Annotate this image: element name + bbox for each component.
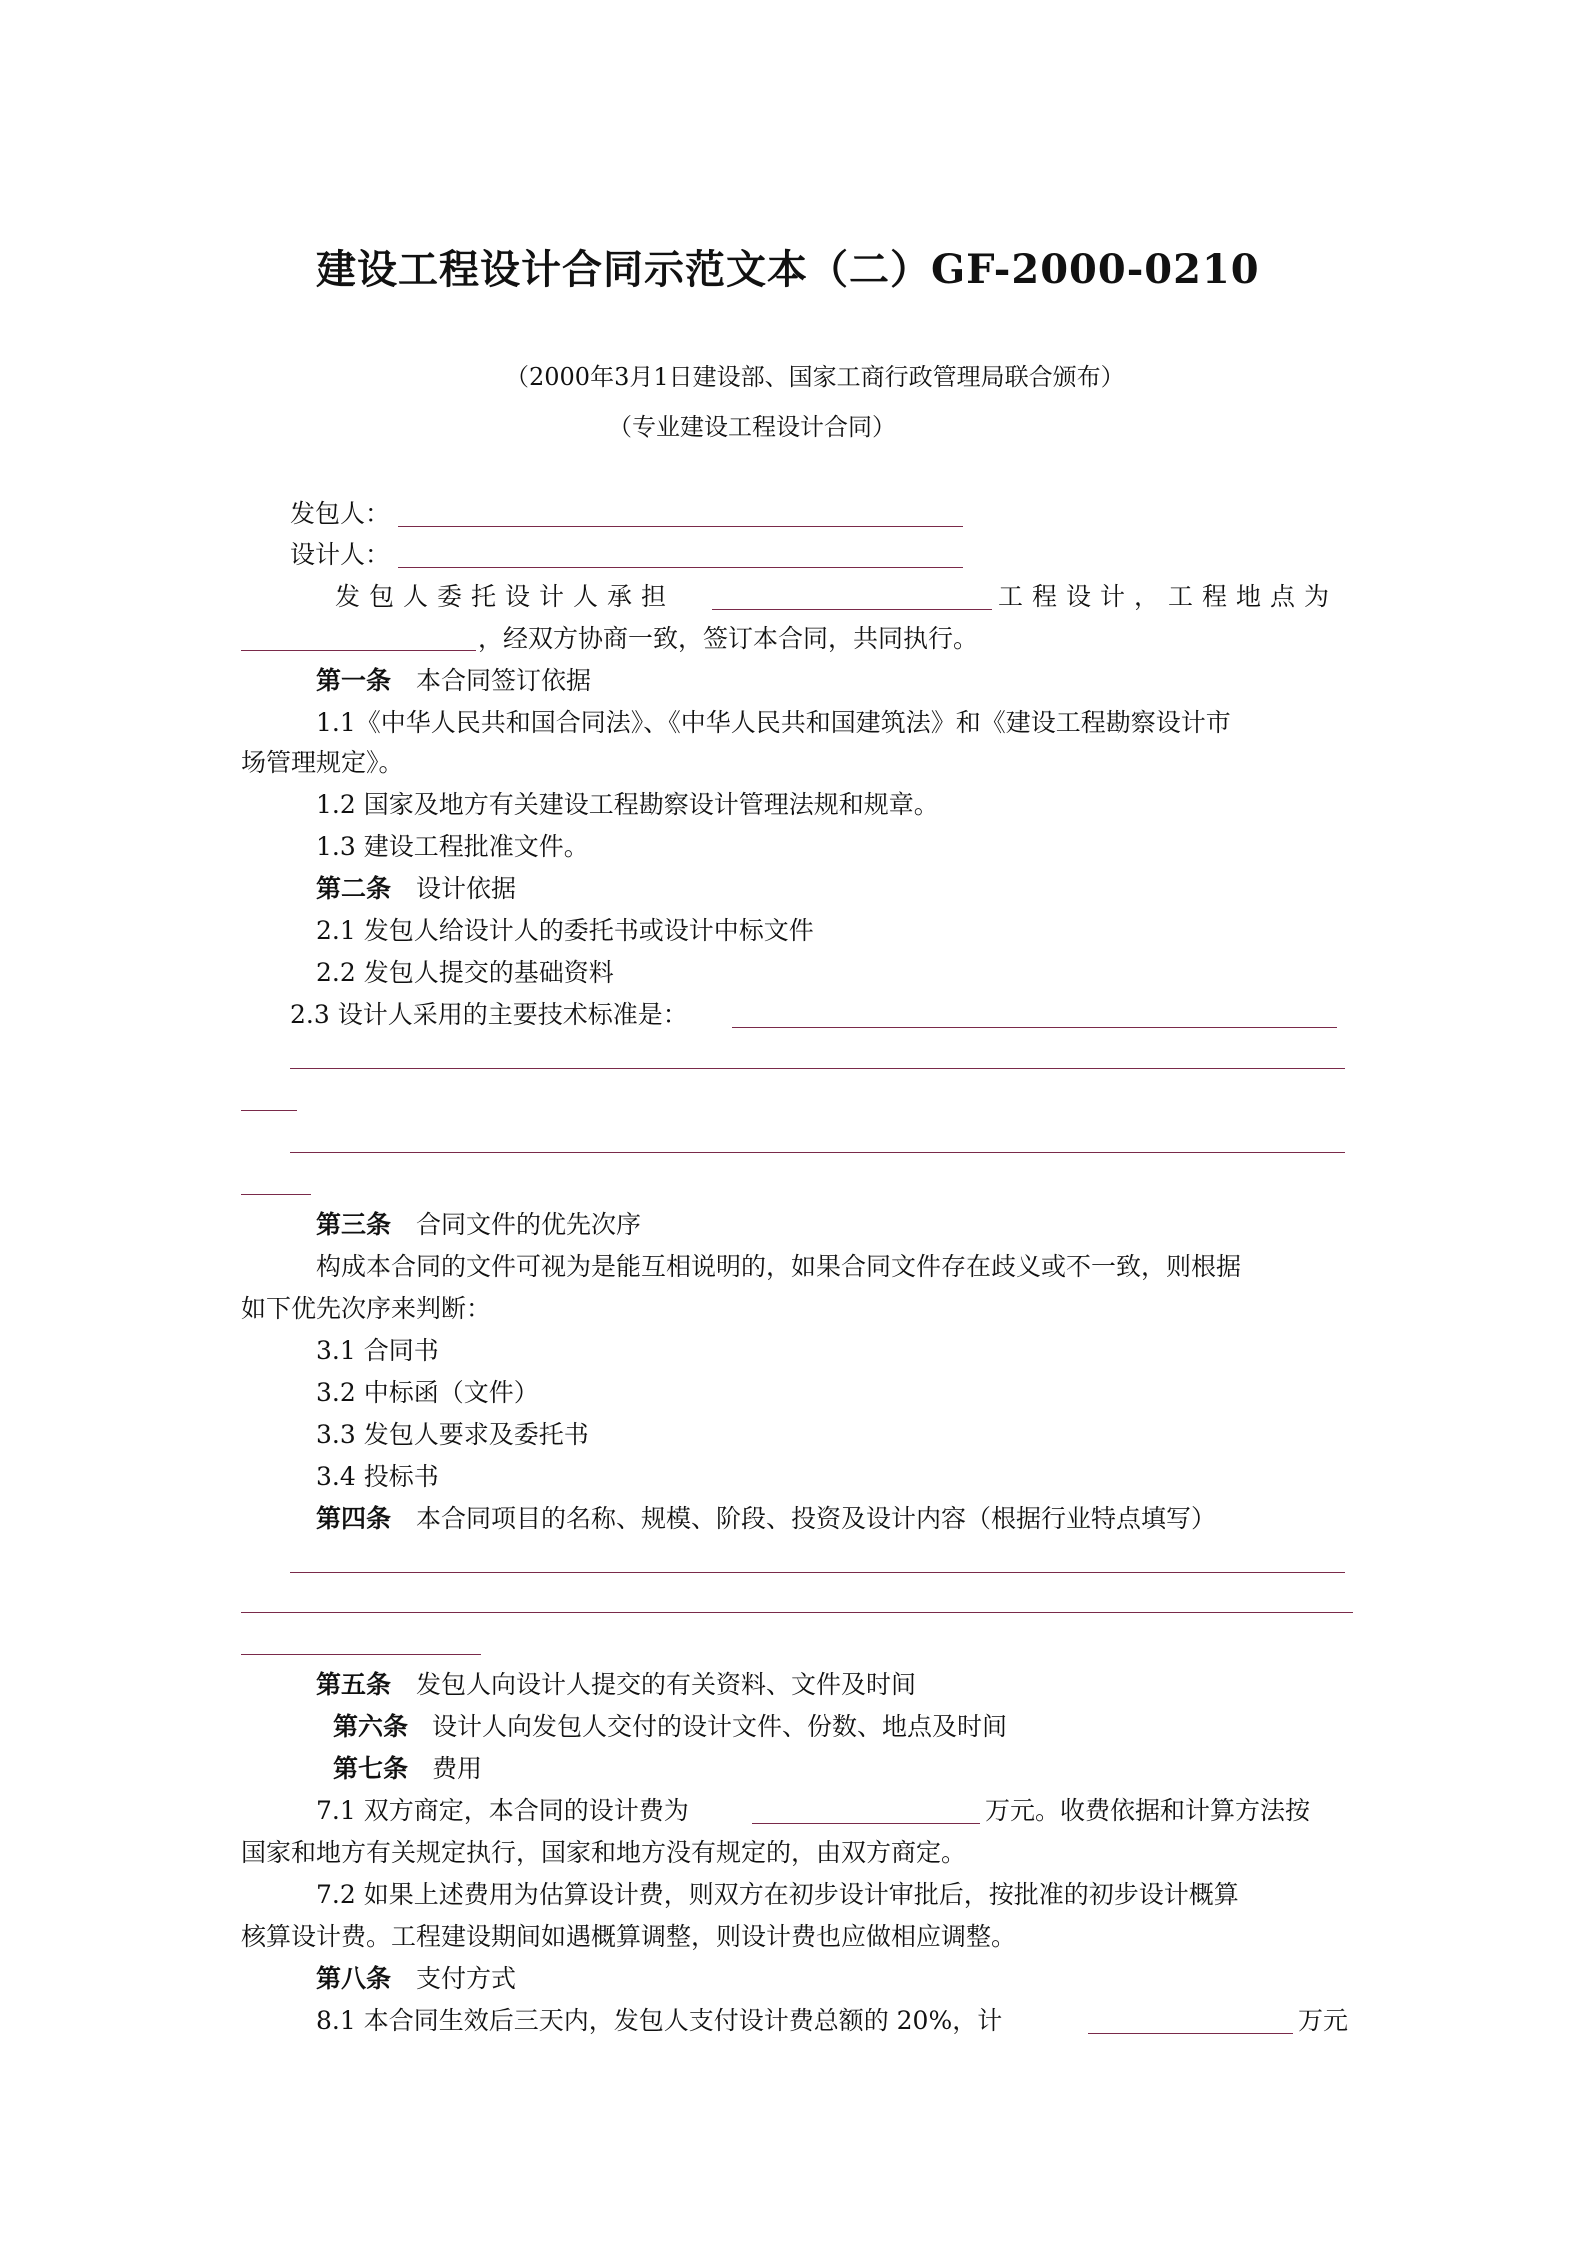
article5-title: 发包人向设计人提交的有关资料、文件及时间 — [416, 1670, 917, 1699]
clause-2-1: 2.1 发包人给设计人的委托书或设计中标文件 — [316, 916, 814, 945]
designer-blank[interactable] — [398, 567, 963, 568]
article6-title: 设计人向发包人交付的设计文件、份数、地点及时间 — [432, 1712, 1008, 1741]
article5-heading: 第五条 — [316, 1670, 392, 1699]
article6-heading: 第六条 — [333, 1712, 409, 1741]
article3-intro-line1: 构成本合同的文件可视为是能互相说明的，如果合同文件存在歧义或不一致，则根据 — [316, 1252, 1242, 1281]
technical-standard-blank-4[interactable] — [290, 1152, 1345, 1153]
clause-3-3: 3.3 发包人要求及委托书 — [316, 1420, 589, 1449]
preamble-part3: ，经双方协商一致，签订本合同，共同执行。 — [478, 624, 979, 653]
employer-label: 发包人： — [290, 499, 391, 528]
clause-3-1: 3.1 合同书 — [316, 1336, 439, 1365]
document-subtitle: （专业建设工程设计合同） — [608, 413, 896, 441]
clause-3-4: 3.4 投标书 — [316, 1462, 439, 1491]
project-content-blank-2[interactable] — [241, 1612, 1353, 1613]
technical-standard-blank-2[interactable] — [290, 1068, 1345, 1069]
clause-3-2: 3.2 中标函（文件） — [316, 1378, 539, 1407]
technical-standard-blank-1[interactable] — [732, 1027, 1337, 1028]
article8-title: 支付方式 — [416, 1964, 517, 1993]
project-location-blank[interactable] — [241, 650, 476, 651]
clause-2-2: 2.2 发包人提交的基础资料 — [316, 958, 614, 987]
clause-1-2: 1.2 国家及地方有关建设工程勘察设计管理法规和规章。 — [316, 790, 939, 819]
article8-heading: 第八条 — [316, 1964, 392, 1993]
clause-1-1-line1: 1.1《中华人民共和国合同法》、《中华人民共和国建筑法》和《建设工程勘察设计市 — [316, 708, 1231, 737]
clause-7-1-part2: 万元。收费依据和计算方法按 — [985, 1796, 1311, 1825]
clause-1-3: 1.3 建设工程批准文件。 — [316, 832, 589, 861]
technical-standard-blank-5[interactable] — [241, 1194, 311, 1195]
project-content-blank-1[interactable] — [290, 1572, 1345, 1573]
article2-heading: 第二条 — [316, 874, 392, 903]
document-title: 建设工程设计合同示范文本（二）GF-2000-0210 — [316, 246, 1260, 293]
article1-title: 本合同签订依据 — [416, 666, 592, 695]
clause-7-1-line2: 国家和地方有关规定执行，国家和地方没有规定的，由双方商定。 — [241, 1838, 967, 1867]
first-payment-blank[interactable] — [1088, 2033, 1293, 2034]
promulgation-note: （2000年3月1日建设部、国家工商行政管理局联合颁布） — [505, 363, 1125, 391]
article4-heading: 第四条 — [316, 1504, 392, 1533]
clause-1-1-line2: 场管理规定》。 — [241, 748, 404, 777]
project-name-blank[interactable] — [712, 609, 992, 610]
clause-8-1-part2: 万元 — [1298, 2006, 1349, 2035]
technical-standard-blank-3[interactable] — [241, 1110, 297, 1111]
preamble-part2: 工程设计，工程地点为 — [998, 582, 1339, 611]
employer-blank[interactable] — [398, 526, 963, 527]
article7-heading: 第七条 — [333, 1754, 409, 1783]
article1-heading: 第一条 — [316, 666, 392, 695]
designer-label: 设计人： — [290, 540, 391, 569]
clause-7-1-part1: 7.1 双方商定，本合同的设计费为 — [316, 1796, 689, 1825]
preamble-part1: 发包人委托设计人承担 — [335, 582, 676, 611]
clause-7-2-line1: 7.2 如果上述费用为估算设计费，则双方在初步设计审批后，按批准的初步设计概算 — [316, 1880, 1239, 1909]
design-fee-blank[interactable] — [752, 1823, 980, 1824]
article3-intro-line2: 如下优先次序来判断： — [241, 1294, 492, 1323]
clause-7-2-line2: 核算设计费。工程建设期间如遇概算调整，则设计费也应做相应调整。 — [241, 1922, 1017, 1951]
article3-title: 合同文件的优先次序 — [416, 1210, 642, 1239]
article2-title: 设计依据 — [416, 874, 517, 903]
article3-heading: 第三条 — [316, 1210, 392, 1239]
clause-2-3: 2.3 设计人采用的主要技术标准是： — [290, 1000, 688, 1029]
article4-title: 本合同项目的名称、规模、阶段、投资及设计内容（根据行业特点填写） — [416, 1504, 1217, 1533]
article7-title: 费用 — [432, 1754, 483, 1783]
project-content-blank-3[interactable] — [241, 1654, 481, 1655]
clause-8-1-part1: 8.1 本合同生效后三天内，发包人支付设计费总额的 20%，计 — [316, 2006, 1003, 2035]
